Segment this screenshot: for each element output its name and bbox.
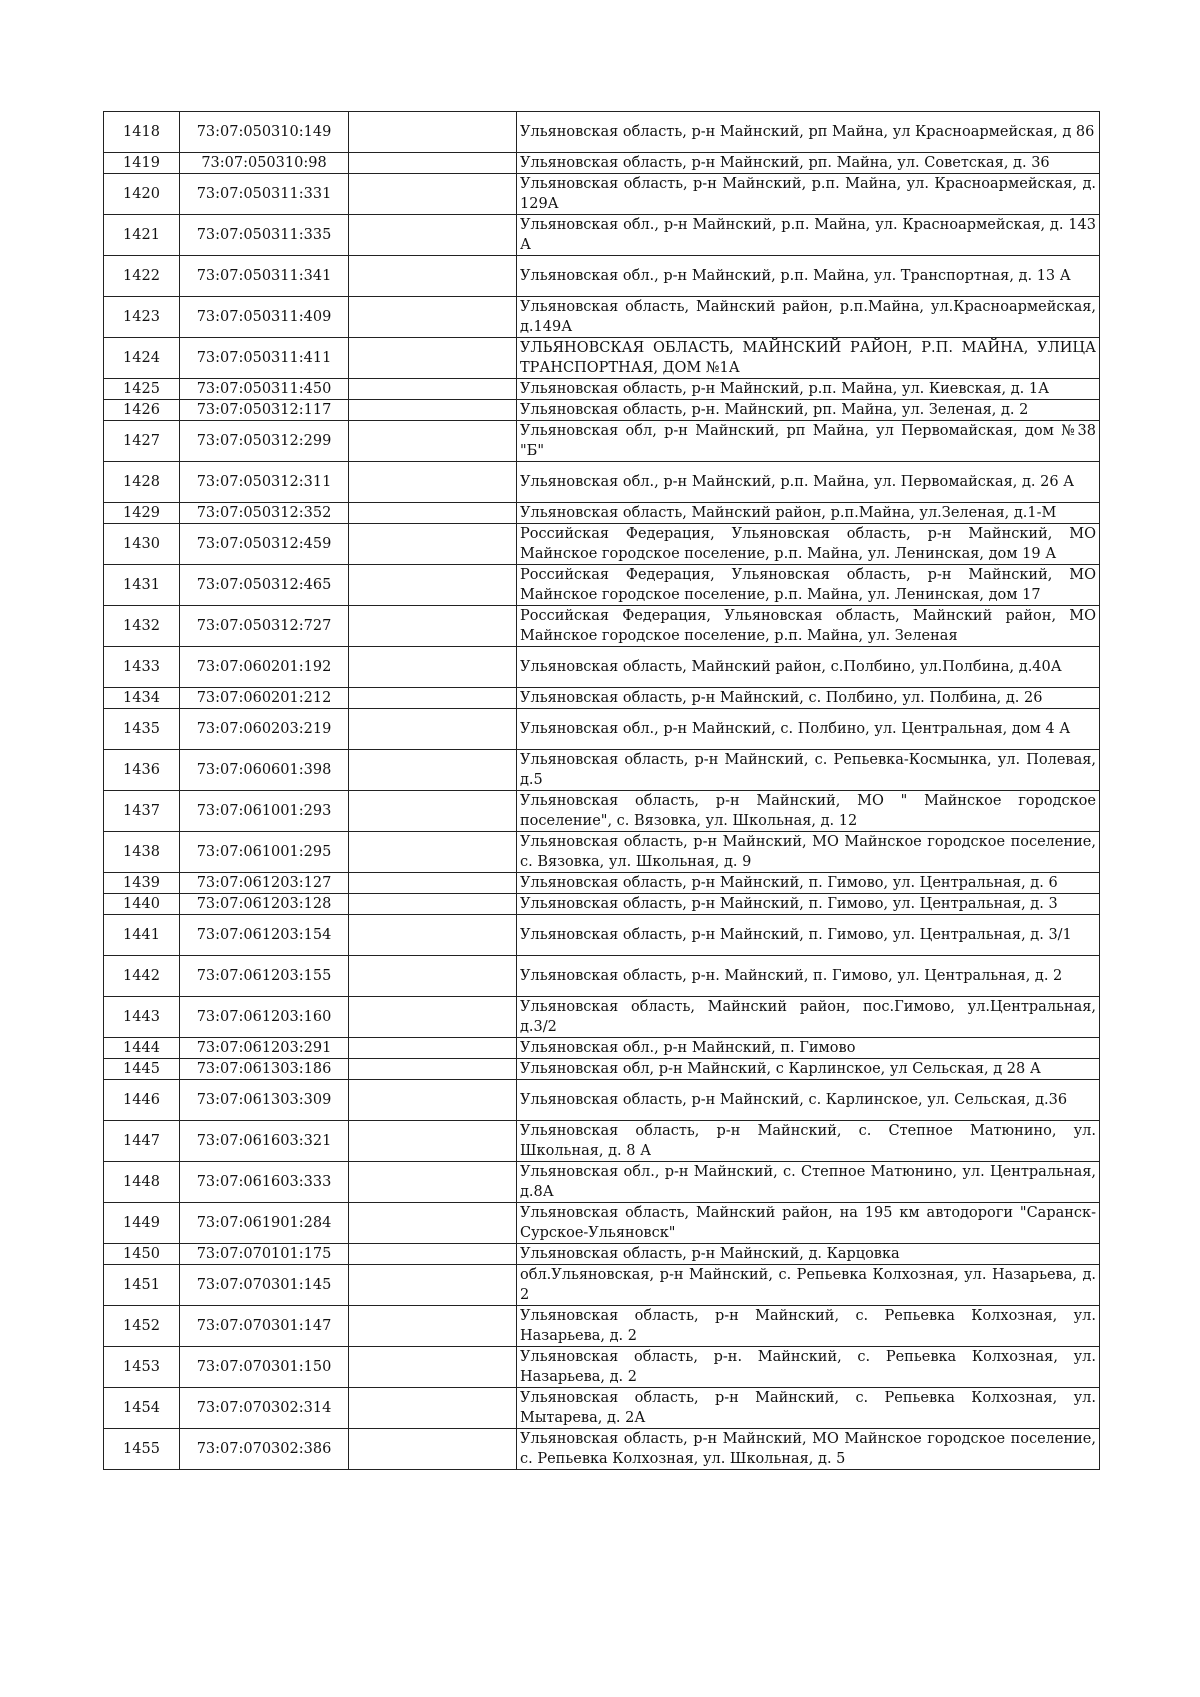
cadastral-number: 73:07:060201:212 bbox=[180, 688, 349, 709]
owner-cell bbox=[349, 832, 517, 873]
cadastral-number: 73:07:050310:149 bbox=[180, 112, 349, 153]
row-number: 1447 bbox=[104, 1121, 180, 1162]
table-row bbox=[104, 1038, 1100, 1059]
table-row bbox=[104, 1162, 1100, 1203]
cadastral-number: 73:07:070101:175 bbox=[180, 1244, 349, 1265]
owner-cell bbox=[349, 1038, 517, 1059]
owner-cell bbox=[349, 297, 517, 338]
table-row bbox=[104, 297, 1100, 338]
row-number: 1452 bbox=[104, 1306, 180, 1347]
cadastral-number: 73:07:050311:335 bbox=[180, 215, 349, 256]
row-number: 1442 bbox=[104, 956, 180, 997]
owner-cell bbox=[349, 1121, 517, 1162]
row-number: 1448 bbox=[104, 1162, 180, 1203]
table-row bbox=[104, 215, 1100, 256]
row-number: 1426 bbox=[104, 400, 180, 421]
address: УЛЬЯНОВСКАЯ ОБЛАСТЬ, МАЙНСКИЙ РАЙОН, Р.П. МАЙНА, УЛИЦА ТРАНСПОРТНАЯ, ДОМ №1А bbox=[517, 338, 1100, 379]
owner-cell bbox=[349, 421, 517, 462]
cadastral-number: 73:07:070302:314 bbox=[180, 1388, 349, 1429]
address: Российская Федерация, Ульяновская область, р-н Майнский, МО Майнское городское поселение, р.п. Майна, ул. Ленинская, дом 17 bbox=[517, 565, 1100, 606]
table-row bbox=[104, 956, 1100, 997]
table-row bbox=[104, 688, 1100, 709]
address: Ульяновская область, Майнский район, р.п.Майна, ул.Зеленая, д.1-М bbox=[517, 503, 1100, 524]
row-number: 1439 bbox=[104, 873, 180, 894]
table-row bbox=[104, 1306, 1100, 1347]
owner-cell bbox=[349, 894, 517, 915]
cadastral-number: 73:07:050312:727 bbox=[180, 606, 349, 647]
address: обл.Ульяновская, р-н Майнский, с. Репьевка Колхозная, ул. Назарьева, д. 2 bbox=[517, 1265, 1100, 1306]
address: Ульяновская область, р-н Майнский, с. Репьевка Колхозная, ул. Мытарева, д. 2А bbox=[517, 1388, 1100, 1429]
table-row bbox=[104, 873, 1100, 894]
row-number: 1422 bbox=[104, 256, 180, 297]
table-row bbox=[104, 791, 1100, 832]
table-row bbox=[104, 1388, 1100, 1429]
row-number: 1433 bbox=[104, 647, 180, 688]
table-row bbox=[104, 421, 1100, 462]
table-row bbox=[104, 462, 1100, 503]
cadastral-number: 73:07:050311:450 bbox=[180, 379, 349, 400]
address: Ульяновская обл, р-н Майнский, рп Майна, ул Первомайская, дом №38 "Б" bbox=[517, 421, 1100, 462]
cadastral-number: 73:07:050311:409 bbox=[180, 297, 349, 338]
cadastral-number: 73:07:060601:398 bbox=[180, 750, 349, 791]
address: Ульяновская обл, р-н Майнский, с Карлинское, ул Сельская, д 28 А bbox=[517, 1059, 1100, 1080]
row-number: 1432 bbox=[104, 606, 180, 647]
cadastral-number: 73:07:050311:341 bbox=[180, 256, 349, 297]
owner-cell bbox=[349, 1080, 517, 1121]
cadastral-number: 73:07:061001:295 bbox=[180, 832, 349, 873]
owner-cell bbox=[349, 1306, 517, 1347]
cadastral-number: 73:07:061203:127 bbox=[180, 873, 349, 894]
address: Ульяновская область, р-н Майнский, с. Репьевка-Космынка, ул. Полевая, д.5 bbox=[517, 750, 1100, 791]
cadastral-number: 73:07:050312:459 bbox=[180, 524, 349, 565]
row-number: 1449 bbox=[104, 1203, 180, 1244]
address: Ульяновская область, р-н Майнский, р.п. Майна, ул. Киевская, д. 1А bbox=[517, 379, 1100, 400]
cadastral-number: 73:07:050311:411 bbox=[180, 338, 349, 379]
table-row bbox=[104, 894, 1100, 915]
address: Ульяновская область, р-н Майнский, п. Гимово, ул. Центральная, д. 3 bbox=[517, 894, 1100, 915]
owner-cell bbox=[349, 1347, 517, 1388]
cadastral-number: 73:07:050311:331 bbox=[180, 174, 349, 215]
cadastral-number: 73:07:061901:284 bbox=[180, 1203, 349, 1244]
table-row bbox=[104, 174, 1100, 215]
table-body bbox=[104, 112, 1100, 1470]
cadastral-number: 73:07:061603:333 bbox=[180, 1162, 349, 1203]
address: Ульяновская область, Майнский район, р.п.Майна, ул.Красноармейская, д.149А bbox=[517, 297, 1100, 338]
address: Ульяновская область, р-н Майнский, с. Карлинское, ул. Сельская, д.36 bbox=[517, 1080, 1100, 1121]
table-row bbox=[104, 647, 1100, 688]
table-row bbox=[104, 503, 1100, 524]
owner-cell bbox=[349, 688, 517, 709]
address: Ульяновская область, р-н. Майнский, п. Гимово, ул. Центральная, д. 2 bbox=[517, 956, 1100, 997]
address: Ульяновская область, р-н Майнский, п. Гимово, ул. Центральная, д. 6 bbox=[517, 873, 1100, 894]
address: Ульяновская обл., р-н Майнский, р.п. Майна, ул. Красноармейская, д. 143 А bbox=[517, 215, 1100, 256]
address: Российская Федерация, Ульяновская область, Майнский район, МО Майнское городское поселение, р.п. Майна, ул. Зеленая bbox=[517, 606, 1100, 647]
address: Ульяновская область, Майнский район, пос.Гимово, ул.Центральная, д.3/2 bbox=[517, 997, 1100, 1038]
row-number: 1451 bbox=[104, 1265, 180, 1306]
owner-cell bbox=[349, 750, 517, 791]
table-row bbox=[104, 338, 1100, 379]
row-number: 1420 bbox=[104, 174, 180, 215]
row-number: 1421 bbox=[104, 215, 180, 256]
address: Ульяновская область, р-н Майнский, р.п. Майна, ул. Красноармейская, д. 129А bbox=[517, 174, 1100, 215]
owner-cell bbox=[349, 1388, 517, 1429]
cadastral-number: 73:07:061203:160 bbox=[180, 997, 349, 1038]
row-number: 1435 bbox=[104, 709, 180, 750]
owner-cell bbox=[349, 1429, 517, 1470]
address: Ульяновская область, р-н Майнский, МО " Майнское городское поселение", с. Вязовка, ул. Школьная, д. 12 bbox=[517, 791, 1100, 832]
address: Ульяновская обл., р-н Майнский, р.п. Майна, ул. Транспортная, д. 13 А bbox=[517, 256, 1100, 297]
row-number: 1419 bbox=[104, 153, 180, 174]
address: Ульяновская область, р-н Майнский, с. Полбино, ул. Полбина, д. 26 bbox=[517, 688, 1100, 709]
row-number: 1418 bbox=[104, 112, 180, 153]
cadastral-number: 73:07:070302:386 bbox=[180, 1429, 349, 1470]
table-row bbox=[104, 256, 1100, 297]
owner-cell bbox=[349, 338, 517, 379]
cadastral-number: 73:07:050312:352 bbox=[180, 503, 349, 524]
table-row bbox=[104, 565, 1100, 606]
address: Ульяновская область, р-н Майнский, рп. Майна, ул. Советская, д. 36 bbox=[517, 153, 1100, 174]
cadastral-number: 73:07:060203:219 bbox=[180, 709, 349, 750]
owner-cell bbox=[349, 462, 517, 503]
table-row bbox=[104, 153, 1100, 174]
table-row bbox=[104, 1203, 1100, 1244]
table-row bbox=[104, 1121, 1100, 1162]
cadastral-number: 73:07:050312:465 bbox=[180, 565, 349, 606]
address: Ульяновская обл., р-н Майнский, с. Полбино, ул. Центральная, дом 4 А bbox=[517, 709, 1100, 750]
cadastral-number: 73:07:061303:186 bbox=[180, 1059, 349, 1080]
cadastral-number: 73:07:061001:293 bbox=[180, 791, 349, 832]
address: Ульяновская область, р-н. Майнский, с. Репьевка Колхозная, ул. Назарьева, д. 2 bbox=[517, 1347, 1100, 1388]
cadastral-number: 73:07:050312:299 bbox=[180, 421, 349, 462]
table-row bbox=[104, 997, 1100, 1038]
row-number: 1446 bbox=[104, 1080, 180, 1121]
address: Ульяновская область, Майнский район, на 195 км автодороги "Саранск-Сурское-Ульяновск" bbox=[517, 1203, 1100, 1244]
owner-cell bbox=[349, 647, 517, 688]
table-row bbox=[104, 1429, 1100, 1470]
owner-cell bbox=[349, 215, 517, 256]
address: Ульяновская область, р-н Майнский, п. Гимово, ул. Центральная, д. 3/1 bbox=[517, 915, 1100, 956]
cadastral-number: 73:07:070301:145 bbox=[180, 1265, 349, 1306]
owner-cell bbox=[349, 1203, 517, 1244]
row-number: 1450 bbox=[104, 1244, 180, 1265]
row-number: 1429 bbox=[104, 503, 180, 524]
row-number: 1441 bbox=[104, 915, 180, 956]
cadastral-number: 73:07:061303:309 bbox=[180, 1080, 349, 1121]
table-row bbox=[104, 379, 1100, 400]
owner-cell bbox=[349, 791, 517, 832]
row-number: 1445 bbox=[104, 1059, 180, 1080]
owner-cell bbox=[349, 153, 517, 174]
cadastral-number: 73:07:070301:147 bbox=[180, 1306, 349, 1347]
table-row bbox=[104, 750, 1100, 791]
table-row bbox=[104, 524, 1100, 565]
cadastral-number: 73:07:050310:98 bbox=[180, 153, 349, 174]
row-number: 1437 bbox=[104, 791, 180, 832]
owner-cell bbox=[349, 400, 517, 421]
owner-cell bbox=[349, 1059, 517, 1080]
owner-cell bbox=[349, 503, 517, 524]
owner-cell bbox=[349, 565, 517, 606]
owner-cell bbox=[349, 873, 517, 894]
cadastral-number: 73:07:061603:321 bbox=[180, 1121, 349, 1162]
table-row bbox=[104, 709, 1100, 750]
row-number: 1427 bbox=[104, 421, 180, 462]
address: Ульяновская область, р-н Майнский, д. Карцовка bbox=[517, 1244, 1100, 1265]
owner-cell bbox=[349, 606, 517, 647]
cadastral-number: 73:07:050312:117 bbox=[180, 400, 349, 421]
cadastral-number: 73:07:061203:291 bbox=[180, 1038, 349, 1059]
address: Ульяновская обл., р-н Майнский, с. Степное Матюнино, ул. Центральная, д.8А bbox=[517, 1162, 1100, 1203]
table-row bbox=[104, 606, 1100, 647]
address: Ульяновская область, р-н Майнский, МО Майнское городское поселение, с. Вязовка, ул. Школьная, д. 9 bbox=[517, 832, 1100, 873]
owner-cell bbox=[349, 524, 517, 565]
row-number: 1454 bbox=[104, 1388, 180, 1429]
owner-cell bbox=[349, 915, 517, 956]
table-row bbox=[104, 1059, 1100, 1080]
cadastral-number: 73:07:050312:311 bbox=[180, 462, 349, 503]
table-row bbox=[104, 1347, 1100, 1388]
owner-cell bbox=[349, 112, 517, 153]
owner-cell bbox=[349, 256, 517, 297]
row-number: 1423 bbox=[104, 297, 180, 338]
owner-cell bbox=[349, 997, 517, 1038]
address: Ульяновская область, р-н. Майнский, рп. Майна, ул. Зеленая, д. 2 bbox=[517, 400, 1100, 421]
table-row bbox=[104, 1080, 1100, 1121]
cadastral-number: 73:07:060201:192 bbox=[180, 647, 349, 688]
address: Ульяновская обл., р-н Майнский, п. Гимово bbox=[517, 1038, 1100, 1059]
table-row bbox=[104, 1244, 1100, 1265]
property-table bbox=[103, 111, 1100, 1470]
owner-cell bbox=[349, 956, 517, 997]
table-row bbox=[104, 832, 1100, 873]
table-row bbox=[104, 400, 1100, 421]
owner-cell bbox=[349, 1265, 517, 1306]
row-number: 1455 bbox=[104, 1429, 180, 1470]
owner-cell bbox=[349, 709, 517, 750]
address: Ульяновская обл., р-н Майнский, р.п. Майна, ул. Первомайская, д. 26 А bbox=[517, 462, 1100, 503]
row-number: 1453 bbox=[104, 1347, 180, 1388]
cadastral-number: 73:07:061203:155 bbox=[180, 956, 349, 997]
row-number: 1431 bbox=[104, 565, 180, 606]
cadastral-number: 73:07:061203:128 bbox=[180, 894, 349, 915]
row-number: 1444 bbox=[104, 1038, 180, 1059]
row-number: 1436 bbox=[104, 750, 180, 791]
address: Ульяновская область, р-н Майнский, с. Степное Матюнино, ул. Школьная, д. 8 А bbox=[517, 1121, 1100, 1162]
cadastral-number: 73:07:070301:150 bbox=[180, 1347, 349, 1388]
row-number: 1428 bbox=[104, 462, 180, 503]
table-row bbox=[104, 915, 1100, 956]
row-number: 1443 bbox=[104, 997, 180, 1038]
row-number: 1434 bbox=[104, 688, 180, 709]
address: Ульяновская область, р-н Майнский, рп Майна, ул Красноармейская, д 86 bbox=[517, 112, 1100, 153]
address: Ульяновская область, Майнский район, с.Полбино, ул.Полбина, д.40А bbox=[517, 647, 1100, 688]
owner-cell bbox=[349, 379, 517, 400]
table-row bbox=[104, 1265, 1100, 1306]
address: Российская Федерация, Ульяновская область, р-н Майнский, МО Майнское городское поселение, р.п. Майна, ул. Ленинская, дом 19 А bbox=[517, 524, 1100, 565]
address: Ульяновская область, р-н Майнский, с. Репьевка Колхозная, ул. Назарьева, д. 2 bbox=[517, 1306, 1100, 1347]
address: Ульяновская область, р-н Майнский, МО Майнское городское поселение, с. Репьевка Колхозная, ул. Школьная, д. 5 bbox=[517, 1429, 1100, 1470]
cadastral-number: 73:07:061203:154 bbox=[180, 915, 349, 956]
owner-cell bbox=[349, 1244, 517, 1265]
row-number: 1425 bbox=[104, 379, 180, 400]
row-number: 1424 bbox=[104, 338, 180, 379]
row-number: 1430 bbox=[104, 524, 180, 565]
row-number: 1438 bbox=[104, 832, 180, 873]
owner-cell bbox=[349, 1162, 517, 1203]
row-number: 1440 bbox=[104, 894, 180, 915]
table-row bbox=[104, 112, 1100, 153]
owner-cell bbox=[349, 174, 517, 215]
